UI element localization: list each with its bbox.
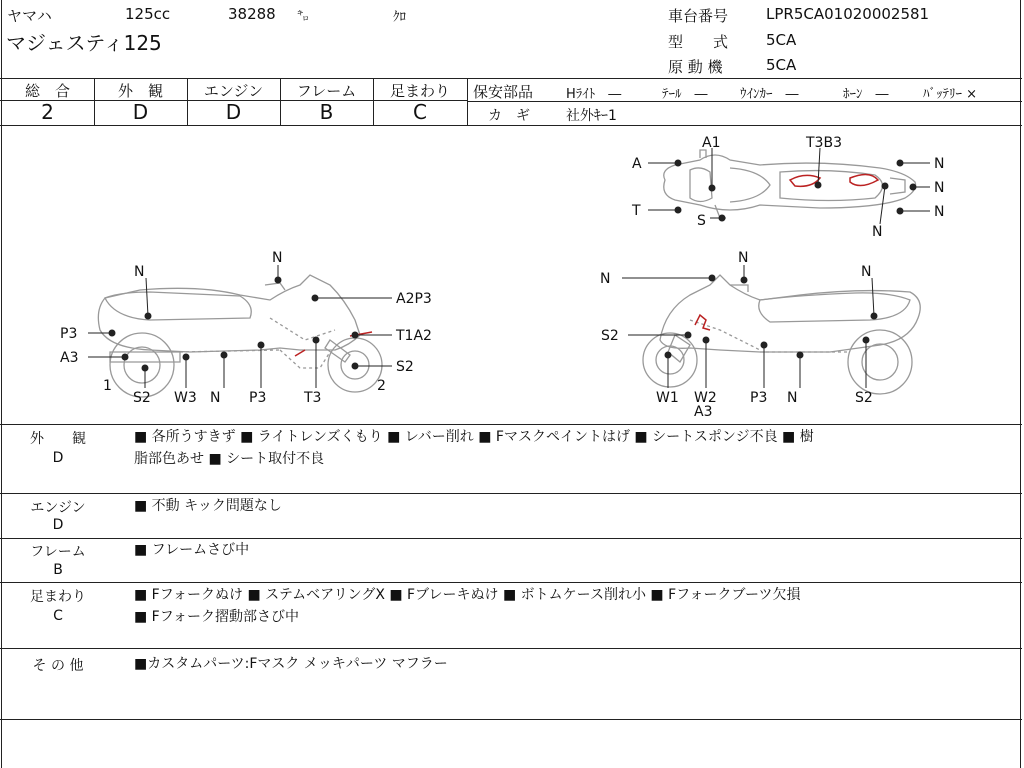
safety-label: 保安部品 (473, 83, 534, 101)
note-exterior-line1: ■ 各所うすきず ■ ライトレンズくもり ■ レバー削れ ■ Fマスクペイントはげ ■ シートスポンジ不良 ■ 樹 (134, 429, 814, 445)
note-suspension-line1: ■ Fフォークぬけ ■ ステムベアリングX ■ Fブレーキぬけ ■ ボトムケース削れ小 ■ Fフォークブーツ欠損 (134, 587, 801, 603)
note-engine-grade: D (52, 517, 64, 533)
grade-engine-label: エンジン (203, 82, 264, 100)
label-left-a3: A3 (60, 350, 79, 366)
note-engine-line1: ■ 不動 キック問題なし (134, 498, 282, 514)
key-value: 社外ｷｰ1 (566, 108, 617, 124)
grade-overall-value: 2 (41, 100, 54, 124)
label-right-s2b: S2 (855, 390, 873, 406)
label-right-s2: S2 (601, 328, 619, 344)
grade-suspension-value: C (413, 100, 427, 124)
note-other-line1: ■カスタムパーツ:Fマスク メッキパーツ マフラー (134, 656, 448, 672)
maker-name: ヤマハ (7, 7, 52, 25)
note-frame-grade: B (53, 562, 63, 578)
label-top-s: S (697, 213, 706, 229)
note-frame-label: フレーム (30, 544, 86, 560)
chassis-label: 車台番号 (668, 7, 729, 25)
safety-battery: ﾊﾞｯﾃﾘｰ × (923, 87, 978, 102)
label-top-n4: N (872, 224, 883, 240)
label-right-w1: W1 (656, 390, 679, 406)
safety-winker: ｳｲﾝｶｰ ― (740, 87, 799, 102)
label-left-a2p3: A2P3 (396, 291, 432, 307)
damage-marks (295, 174, 878, 356)
type-value: 5CA (766, 31, 797, 49)
header-divider (0, 78, 1022, 79)
label-top-n1: N (934, 156, 945, 172)
label-right-n1: N (600, 271, 611, 287)
grade-frame-label: フレーム (296, 82, 357, 100)
label-left-2: 2 (377, 378, 386, 394)
safety-taillight: ﾃｰﾙ ― (662, 87, 708, 102)
engine-label: 原 動 機 (668, 58, 723, 76)
model-name: マジェスティ125 (6, 31, 162, 55)
grid-line (467, 78, 468, 125)
note-suspension-grade: C (53, 608, 63, 624)
label-left-p3b: P3 (249, 390, 267, 406)
label-right-n3: N (861, 264, 872, 280)
label-right-n2: N (738, 250, 749, 266)
chassis-value: LPR5CA01020002581 (766, 5, 930, 23)
label-top-t: T (632, 203, 641, 219)
notes-divider (0, 719, 1022, 720)
safety-horn: ﾎｰﾝ ― (843, 87, 889, 102)
label-left-1: 1 (103, 378, 112, 394)
label-right-a3: A3 (694, 404, 713, 420)
mileage: 38288 (228, 5, 276, 23)
note-exterior-grade: D (52, 450, 64, 466)
note-engine-label: エンジン (30, 500, 86, 516)
grade-frame-value: B (319, 100, 334, 124)
label-left-n3: N (210, 390, 221, 406)
label-left-p3: P3 (60, 326, 78, 342)
safety-headlight: Hﾗｲﾄ ― (566, 87, 622, 102)
label-left-t3: T3 (304, 390, 322, 406)
label-top-a1: A1 (702, 135, 721, 151)
label-top-t3b3: T3B3 (806, 135, 842, 151)
left-view-scooter (98, 275, 382, 397)
note-suspension-line2: ■ Fフォーク摺動部さび中 (134, 609, 300, 625)
grade-engine-value: D (225, 100, 242, 124)
label-top-n2: N (934, 180, 945, 196)
grade-overall-label: 総 合 (24, 82, 70, 100)
label-left-s2b: S2 (133, 390, 151, 406)
note-suspension-label: 足まわり (30, 589, 86, 605)
label-left-t1a2: T1A2 (396, 328, 432, 344)
note-other-label: そ の 他 (32, 658, 84, 674)
note-frame-line1: ■ フレームさび中 (134, 542, 250, 558)
damage-diagram (0, 126, 1022, 424)
label-left-s2: S2 (396, 359, 414, 375)
note-exterior-label: 外 観 (30, 431, 86, 447)
key-label: カ ギ (488, 108, 530, 124)
engine-value: 5CA (766, 56, 797, 74)
notes-divider (0, 582, 1022, 583)
diagram-labels (60, 135, 944, 420)
note-exterior-line2: 脂部色あせ ■ シート取付不良 (134, 451, 325, 467)
grade-exterior-value: D (132, 100, 149, 124)
label-right-p3: P3 (750, 390, 768, 406)
notes-divider (0, 648, 1022, 649)
diagram-divider (0, 424, 1022, 425)
label-right-w2: W2 (694, 390, 717, 406)
displacement: 125cc (125, 5, 171, 23)
color: ｸﾛ (393, 10, 406, 25)
label-top-a: A (632, 156, 642, 172)
label-right-n4: N (787, 390, 798, 406)
top-view-scooter (664, 150, 916, 218)
label-left-w3: W3 (174, 390, 197, 406)
label-left-n2: N (272, 250, 283, 266)
label-top-n3: N (934, 204, 945, 220)
notes-divider (0, 493, 1022, 494)
grade-exterior-label: 外 観 (117, 82, 163, 100)
type-label: 型 式 (668, 33, 729, 51)
grade-suspension-label: 足まわり (389, 82, 450, 100)
label-left-n1: N (134, 264, 145, 280)
mileage-unit: ㌔ (297, 9, 310, 23)
